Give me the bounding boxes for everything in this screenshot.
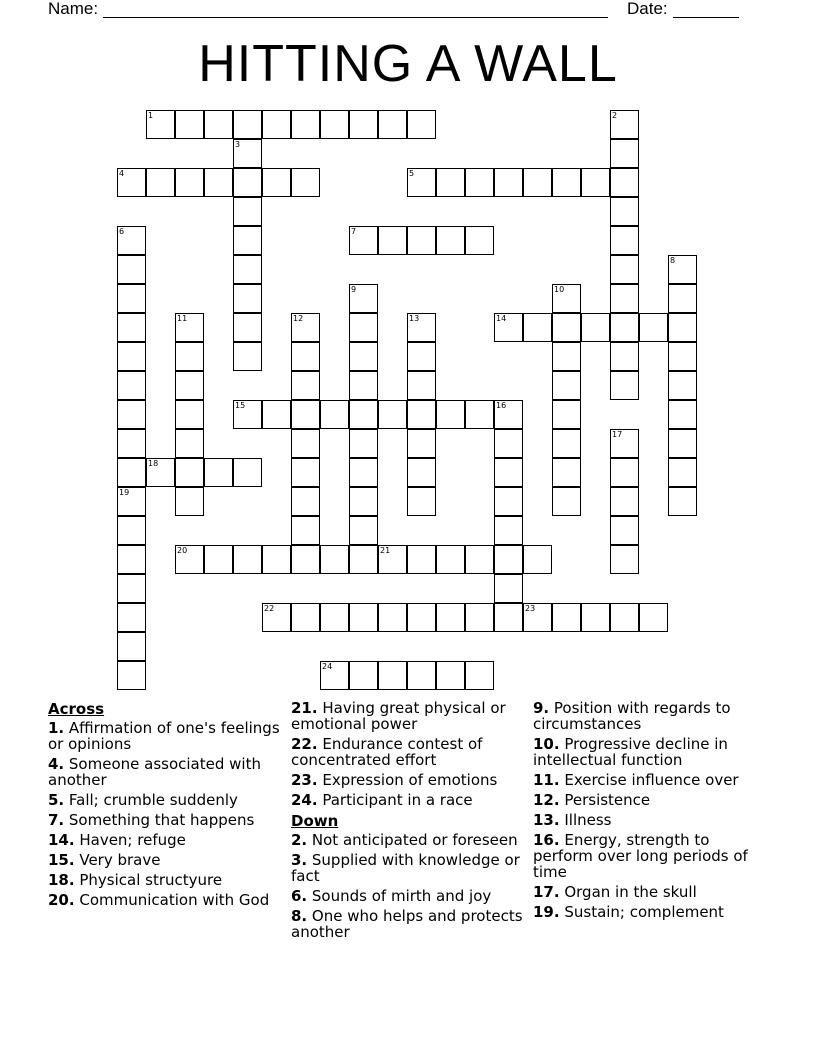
grid-cell[interactable] xyxy=(581,313,610,342)
grid-cell[interactable] xyxy=(407,371,436,400)
grid-cell[interactable] xyxy=(175,342,204,371)
clue-item xyxy=(533,772,768,788)
clue-number-label: 5 xyxy=(409,169,415,178)
grid-cell[interactable] xyxy=(291,342,320,371)
grid-cell[interactable] xyxy=(552,371,581,400)
clue-text: Endurance contest of concentrated effort xyxy=(291,735,483,769)
clue-number-label: 17 xyxy=(612,430,623,439)
clue-text: Persistence xyxy=(559,791,651,809)
grid-cell[interactable] xyxy=(320,603,349,632)
clue-text: Sounds of mirth and joy xyxy=(307,887,492,905)
grid-cell[interactable] xyxy=(494,545,523,574)
grid-cell[interactable] xyxy=(668,487,697,516)
clue-number-label: 6 xyxy=(119,227,125,236)
grid-cell[interactable] xyxy=(117,284,146,313)
grid-cell[interactable] xyxy=(581,603,610,632)
clue-item xyxy=(291,888,526,904)
grid-cell[interactable] xyxy=(436,661,465,690)
clue-text: Position with regards to circumstances xyxy=(533,699,731,733)
grid-cell[interactable] xyxy=(349,400,378,429)
clue-number: 4. xyxy=(48,755,65,773)
grid-cell[interactable] xyxy=(639,603,668,632)
grid-cell[interactable] xyxy=(233,342,262,371)
clue-number-label: 7 xyxy=(351,227,357,236)
grid-cell[interactable] xyxy=(204,168,233,197)
grid-cell[interactable] xyxy=(407,458,436,487)
grid-cell[interactable] xyxy=(668,255,697,284)
grid-cell[interactable] xyxy=(117,342,146,371)
grid-cell[interactable] xyxy=(494,400,523,429)
grid-cell[interactable] xyxy=(436,400,465,429)
grid-cell[interactable] xyxy=(233,400,262,429)
grid-cell[interactable] xyxy=(378,110,407,139)
grid-cell[interactable] xyxy=(465,603,494,632)
clue-number: 1. xyxy=(48,719,65,737)
grid-cell[interactable] xyxy=(349,516,378,545)
clue-text: Exercise influence over xyxy=(559,771,739,789)
clue-text: Participant in a race xyxy=(317,791,473,809)
grid-cell[interactable] xyxy=(233,458,262,487)
grid-cell[interactable] xyxy=(378,400,407,429)
clue-number: 20. xyxy=(48,891,75,909)
grid-cell[interactable] xyxy=(407,226,436,255)
clue-column-1 xyxy=(48,700,283,912)
date-label: Date: xyxy=(627,0,668,18)
grid-cell[interactable] xyxy=(233,197,262,226)
grid-cell[interactable] xyxy=(175,545,204,574)
grid-cell[interactable] xyxy=(117,661,146,690)
grid-cell[interactable] xyxy=(146,168,175,197)
clue-number: 13. xyxy=(533,811,560,829)
grid-cell[interactable] xyxy=(262,168,291,197)
clue-item xyxy=(291,700,526,732)
clue-column-3 xyxy=(533,700,768,924)
grid-cell[interactable] xyxy=(291,168,320,197)
clue-item xyxy=(291,908,526,940)
grid-cell[interactable] xyxy=(233,313,262,342)
grid-cell[interactable] xyxy=(291,429,320,458)
clue-item xyxy=(533,736,768,768)
grid-cell[interactable] xyxy=(494,429,523,458)
clue-number: 23. xyxy=(291,771,318,789)
clue-number: 11. xyxy=(533,771,560,789)
clue-text: Sustain; complement xyxy=(559,903,724,921)
clue-number-label: 15 xyxy=(235,401,246,410)
name-label: Name: xyxy=(48,0,99,18)
grid-cell[interactable] xyxy=(436,226,465,255)
grid-cell[interactable] xyxy=(407,400,436,429)
grid-cell[interactable] xyxy=(320,545,349,574)
clue-item xyxy=(533,832,768,880)
clue-number-label: 11 xyxy=(177,314,188,323)
clue-number: 14. xyxy=(48,831,75,849)
grid-cell[interactable] xyxy=(610,545,639,574)
grid-cell[interactable] xyxy=(552,342,581,371)
grid-cell[interactable] xyxy=(233,226,262,255)
clue-number-label: 23 xyxy=(525,604,536,613)
grid-cell[interactable] xyxy=(610,603,639,632)
grid-cell[interactable] xyxy=(117,458,146,487)
clue-number-label: 8 xyxy=(670,256,676,265)
clue-text: Someone associated with another xyxy=(48,755,261,789)
grid-cell[interactable] xyxy=(668,371,697,400)
grid-cell[interactable] xyxy=(610,313,639,342)
clue-text: Having great physical or emotional power xyxy=(291,699,506,733)
grid-cell[interactable] xyxy=(494,168,523,197)
grid-cell[interactable] xyxy=(233,284,262,313)
grid-cell[interactable] xyxy=(668,429,697,458)
grid-cell[interactable] xyxy=(349,661,378,690)
clue-number-label: 2 xyxy=(612,111,618,120)
grid-cell[interactable] xyxy=(610,226,639,255)
grid-cell[interactable] xyxy=(610,342,639,371)
clue-number: 2. xyxy=(291,831,308,849)
clue-number: 15. xyxy=(48,851,75,869)
grid-cell[interactable] xyxy=(291,603,320,632)
clue-text: Very brave xyxy=(74,851,161,869)
grid-cell[interactable] xyxy=(378,545,407,574)
grid-cell[interactable] xyxy=(610,371,639,400)
clue-number-label: 12 xyxy=(293,314,304,323)
grid-cell[interactable] xyxy=(552,313,581,342)
clue-number: 22. xyxy=(291,735,318,753)
clue-item xyxy=(48,792,283,808)
grid-cell[interactable] xyxy=(349,226,378,255)
grid-cell[interactable] xyxy=(523,168,552,197)
grid-cell[interactable] xyxy=(465,168,494,197)
grid-cell[interactable] xyxy=(552,429,581,458)
clue-number: 19. xyxy=(533,903,560,921)
clue-number-label: 21 xyxy=(380,546,391,555)
grid-cell[interactable] xyxy=(320,661,349,690)
grid-cell[interactable] xyxy=(291,110,320,139)
grid-cell[interactable] xyxy=(233,545,262,574)
clue-number-label: 4 xyxy=(119,169,125,178)
clue-text: Illness xyxy=(559,811,612,829)
grid-cell[interactable] xyxy=(610,458,639,487)
grid-cell[interactable] xyxy=(349,284,378,313)
clue-item xyxy=(48,812,283,828)
grid-cell[interactable] xyxy=(175,429,204,458)
grid-cell[interactable] xyxy=(610,516,639,545)
clue-item xyxy=(291,832,526,848)
clue-text: Progressive decline in intellectual function xyxy=(533,735,728,769)
grid-cell[interactable] xyxy=(146,458,175,487)
grid-cell[interactable] xyxy=(233,110,262,139)
clue-item xyxy=(48,872,283,888)
grid-cell[interactable] xyxy=(552,603,581,632)
grid-cell[interactable] xyxy=(552,284,581,313)
clue-number: 3. xyxy=(291,851,308,869)
grid-cell[interactable] xyxy=(233,139,262,168)
grid-cell[interactable] xyxy=(610,255,639,284)
clue-number-label: 20 xyxy=(177,546,188,555)
grid-cell[interactable] xyxy=(552,168,581,197)
grid-cell[interactable] xyxy=(407,487,436,516)
grid-cell[interactable] xyxy=(175,458,204,487)
grid-cell[interactable] xyxy=(465,545,494,574)
clue-item xyxy=(533,792,768,808)
grid-cell[interactable] xyxy=(233,168,262,197)
grid-cell[interactable] xyxy=(494,458,523,487)
grid-cell[interactable] xyxy=(117,371,146,400)
grid-cell[interactable] xyxy=(668,342,697,371)
clue-number: 24. xyxy=(291,791,318,809)
grid-cell[interactable] xyxy=(146,110,175,139)
grid-cell[interactable] xyxy=(175,110,204,139)
grid-cell[interactable] xyxy=(204,545,233,574)
clue-column-2 xyxy=(291,700,526,944)
grid-cell[interactable] xyxy=(668,284,697,313)
grid-cell[interactable] xyxy=(291,313,320,342)
grid-cell[interactable] xyxy=(610,168,639,197)
grid-cell[interactable] xyxy=(552,487,581,516)
clue-item xyxy=(533,700,768,732)
clue-number-label: 19 xyxy=(119,488,130,497)
grid-cell[interactable] xyxy=(175,371,204,400)
grid-cell[interactable] xyxy=(320,400,349,429)
grid-cell[interactable] xyxy=(668,313,697,342)
clue-text: Not anticipated or foreseen xyxy=(307,831,518,849)
grid-cell[interactable] xyxy=(291,400,320,429)
clue-text: Fall; crumble suddenly xyxy=(64,791,238,809)
clue-item xyxy=(291,772,526,788)
clue-item xyxy=(533,884,768,900)
grid-cell[interactable] xyxy=(117,516,146,545)
grid-cell[interactable] xyxy=(349,458,378,487)
grid-cell[interactable] xyxy=(407,342,436,371)
grid-cell[interactable] xyxy=(291,458,320,487)
clue-number: 18. xyxy=(48,871,75,889)
grid-cell[interactable] xyxy=(465,661,494,690)
grid-cell[interactable] xyxy=(117,603,146,632)
grid-cell[interactable] xyxy=(175,313,204,342)
grid-cell[interactable] xyxy=(378,661,407,690)
clue-number-label: 14 xyxy=(496,314,507,323)
clue-text: Communication with God xyxy=(74,891,270,909)
down-heading: Down xyxy=(291,812,339,830)
across-heading: Across xyxy=(48,700,105,718)
grid-cell[interactable] xyxy=(349,342,378,371)
grid-cell[interactable] xyxy=(407,545,436,574)
clue-number-label: 18 xyxy=(148,459,159,468)
grid-cell[interactable] xyxy=(349,429,378,458)
grid-cell[interactable] xyxy=(494,487,523,516)
grid-cell[interactable] xyxy=(494,313,523,342)
grid-cell[interactable] xyxy=(465,226,494,255)
grid-cell[interactable] xyxy=(407,313,436,342)
grid-cell[interactable] xyxy=(407,168,436,197)
clue-item xyxy=(48,756,283,788)
clue-number: 5. xyxy=(48,791,65,809)
grid-cell[interactable] xyxy=(117,429,146,458)
clue-number-label: 24 xyxy=(322,662,333,671)
grid-cell[interactable] xyxy=(117,632,146,661)
clue-number-label: 1 xyxy=(148,111,154,120)
clue-item xyxy=(533,904,768,920)
grid-cell[interactable] xyxy=(407,661,436,690)
grid-cell[interactable] xyxy=(262,603,291,632)
grid-cell[interactable] xyxy=(349,545,378,574)
clue-number: 6. xyxy=(291,887,308,905)
grid-cell[interactable] xyxy=(262,110,291,139)
clue-item xyxy=(48,852,283,868)
clue-item xyxy=(48,832,283,848)
grid-cell[interactable] xyxy=(291,516,320,545)
grid-cell[interactable] xyxy=(523,313,552,342)
grid-cell[interactable] xyxy=(117,226,146,255)
clue-number-label: 16 xyxy=(496,401,507,410)
clue-text: Affirmation of one's feelings or opinions xyxy=(48,719,280,753)
clue-number: 12. xyxy=(533,791,560,809)
clue-number: 21. xyxy=(291,699,318,717)
grid-cell[interactable] xyxy=(523,603,552,632)
clue-number-label: 9 xyxy=(351,285,357,294)
grid-cell[interactable] xyxy=(117,255,146,284)
grid-cell[interactable] xyxy=(610,429,639,458)
grid-cell[interactable] xyxy=(668,458,697,487)
clue-item xyxy=(291,792,526,808)
grid-cell[interactable] xyxy=(117,168,146,197)
grid-cell[interactable] xyxy=(320,110,349,139)
clue-item xyxy=(291,736,526,768)
grid-cell[interactable] xyxy=(349,603,378,632)
grid-cell[interactable] xyxy=(436,168,465,197)
grid-cell[interactable] xyxy=(349,313,378,342)
clue-text: One who helps and protects another xyxy=(291,907,523,941)
grid-cell[interactable] xyxy=(639,313,668,342)
grid-cell[interactable] xyxy=(262,545,291,574)
grid-cell[interactable] xyxy=(291,545,320,574)
clue-item xyxy=(291,852,526,884)
clue-number: 16. xyxy=(533,831,560,849)
clue-item xyxy=(533,812,768,828)
grid-cell[interactable] xyxy=(117,400,146,429)
clue-number: 9. xyxy=(533,699,550,717)
grid-cell[interactable] xyxy=(349,371,378,400)
grid-cell[interactable] xyxy=(175,168,204,197)
clue-text: Something that happens xyxy=(64,811,255,829)
clue-item xyxy=(48,892,283,908)
clue-number: 8. xyxy=(291,907,308,925)
clue-number: 10. xyxy=(533,735,560,753)
clue-text: Energy, strength to perform over long periods of time xyxy=(533,831,748,881)
grid-cell[interactable] xyxy=(175,400,204,429)
grid-cell[interactable] xyxy=(436,603,465,632)
grid-cell[interactable] xyxy=(668,400,697,429)
clue-number-label: 3 xyxy=(235,140,241,149)
grid-cell[interactable] xyxy=(610,197,639,226)
clue-text: Haven; refuge xyxy=(74,831,186,849)
clue-number: 7. xyxy=(48,811,65,829)
grid-cell[interactable] xyxy=(436,545,465,574)
grid-cell[interactable] xyxy=(117,545,146,574)
grid-cell[interactable] xyxy=(233,255,262,284)
clue-number-label: 22 xyxy=(264,604,275,613)
grid-cell[interactable] xyxy=(407,603,436,632)
grid-cell[interactable] xyxy=(291,487,320,516)
grid-cell[interactable] xyxy=(117,574,146,603)
grid-cell[interactable] xyxy=(204,110,233,139)
grid-cell[interactable] xyxy=(175,487,204,516)
puzzle-title: HITTING A WALL xyxy=(198,35,618,93)
clue-text: Expression of emotions xyxy=(317,771,498,789)
grid-cell[interactable] xyxy=(117,487,146,516)
grid-cell[interactable] xyxy=(291,371,320,400)
grid-cell[interactable] xyxy=(494,574,523,603)
grid-cell[interactable] xyxy=(349,487,378,516)
clue-text: Physical structyure xyxy=(74,871,223,889)
clue-number: 17. xyxy=(533,883,560,901)
clue-item xyxy=(48,720,283,752)
grid-cell[interactable] xyxy=(494,603,523,632)
grid-cell[interactable] xyxy=(610,284,639,313)
grid-cell[interactable] xyxy=(117,313,146,342)
grid-cell[interactable] xyxy=(378,226,407,255)
grid-cell[interactable] xyxy=(610,110,639,139)
grid-cell[interactable] xyxy=(349,110,378,139)
grid-cell[interactable] xyxy=(552,400,581,429)
grid-cell[interactable] xyxy=(552,458,581,487)
grid-cell[interactable] xyxy=(465,400,494,429)
clue-number-label: 10 xyxy=(554,285,565,294)
grid-cell[interactable] xyxy=(610,487,639,516)
clue-text: Supplied with knowledge or fact xyxy=(291,851,520,885)
clue-number-label: 13 xyxy=(409,314,420,323)
grid-cell[interactable] xyxy=(523,545,552,574)
grid-cell[interactable] xyxy=(494,516,523,545)
grid-cell[interactable] xyxy=(262,400,291,429)
grid-cell[interactable] xyxy=(407,110,436,139)
grid-cell[interactable] xyxy=(378,603,407,632)
grid-cell[interactable] xyxy=(407,429,436,458)
grid-cell[interactable] xyxy=(610,139,639,168)
clue-text: Organ in the skull xyxy=(559,883,697,901)
grid-cell[interactable] xyxy=(204,458,233,487)
grid-cell[interactable] xyxy=(581,168,610,197)
